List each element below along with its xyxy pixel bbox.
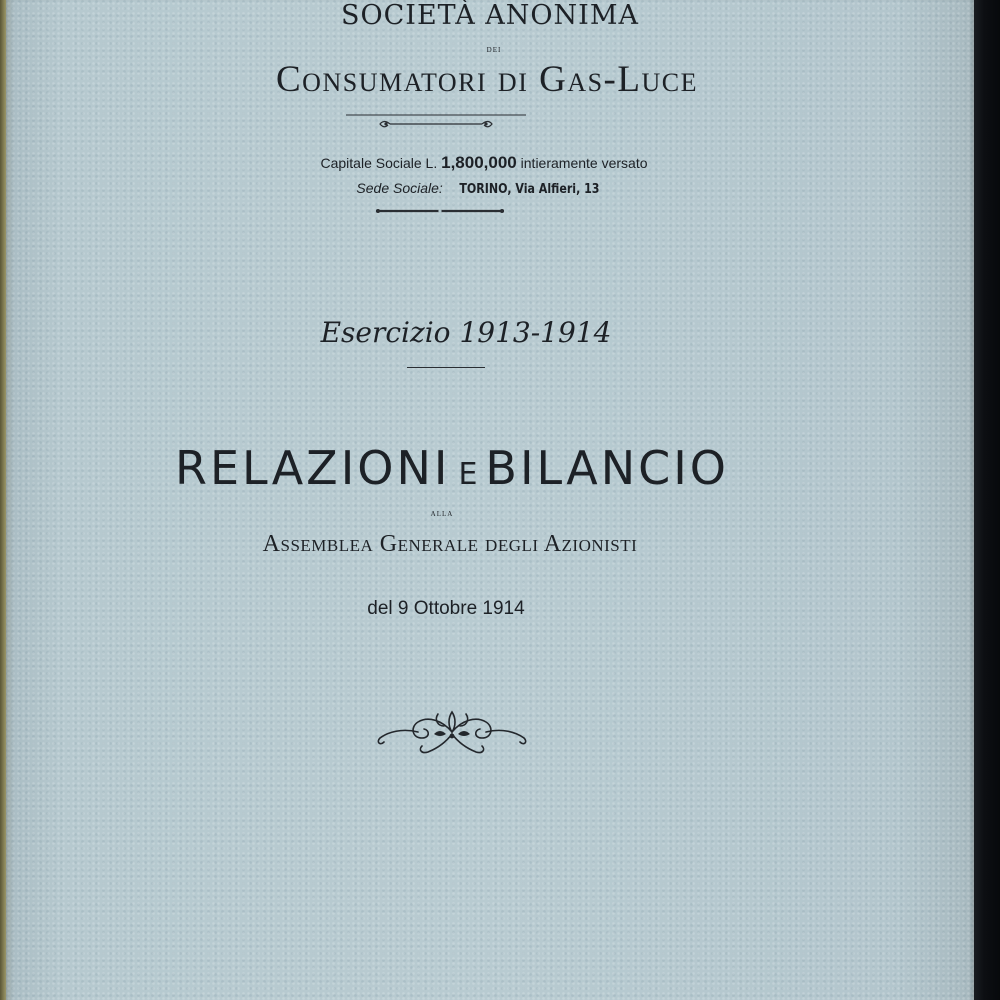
dark-scan-margin	[974, 0, 1000, 1000]
sede-label: Sede Sociale:	[356, 180, 443, 196]
document-cover-page	[6, 0, 974, 1000]
title-reports: RELAZIONI	[175, 441, 451, 495]
short-divider-rule	[376, 208, 504, 214]
capital-statement	[0, 153, 968, 173]
title-balance: BILANCIO	[485, 441, 729, 495]
company-name-heading: Consumatori di Gas-Luce	[276, 59, 698, 100]
fiscal-year-heading: Esercizio 1913-1914	[320, 316, 612, 349]
registered-office	[0, 180, 968, 197]
meeting-date: del 9 Ottobre 1914	[367, 598, 525, 619]
assembly-heading: Assemblea Generale degli Azionisti	[262, 531, 638, 557]
capital-amount: 1,800,000	[441, 153, 517, 172]
thin-divider-rule	[407, 367, 485, 368]
capital-prefix: Capitale Sociale L.	[320, 155, 438, 171]
acanthus-fleuron-ornament	[372, 698, 532, 762]
sede-address: TORINO, Via Alfieri, 13	[459, 182, 600, 197]
scroll-rule-ornament	[346, 110, 526, 132]
capital-suffix: intieramente versato	[520, 155, 648, 171]
title-conjunction: E	[458, 457, 478, 492]
company-type-heading: SOCIETÀ ANONIMA	[341, 0, 639, 31]
report-title	[0, 441, 936, 495]
connector-alla: ALLA	[430, 510, 454, 518]
connector-dei: DEI	[486, 46, 502, 54]
